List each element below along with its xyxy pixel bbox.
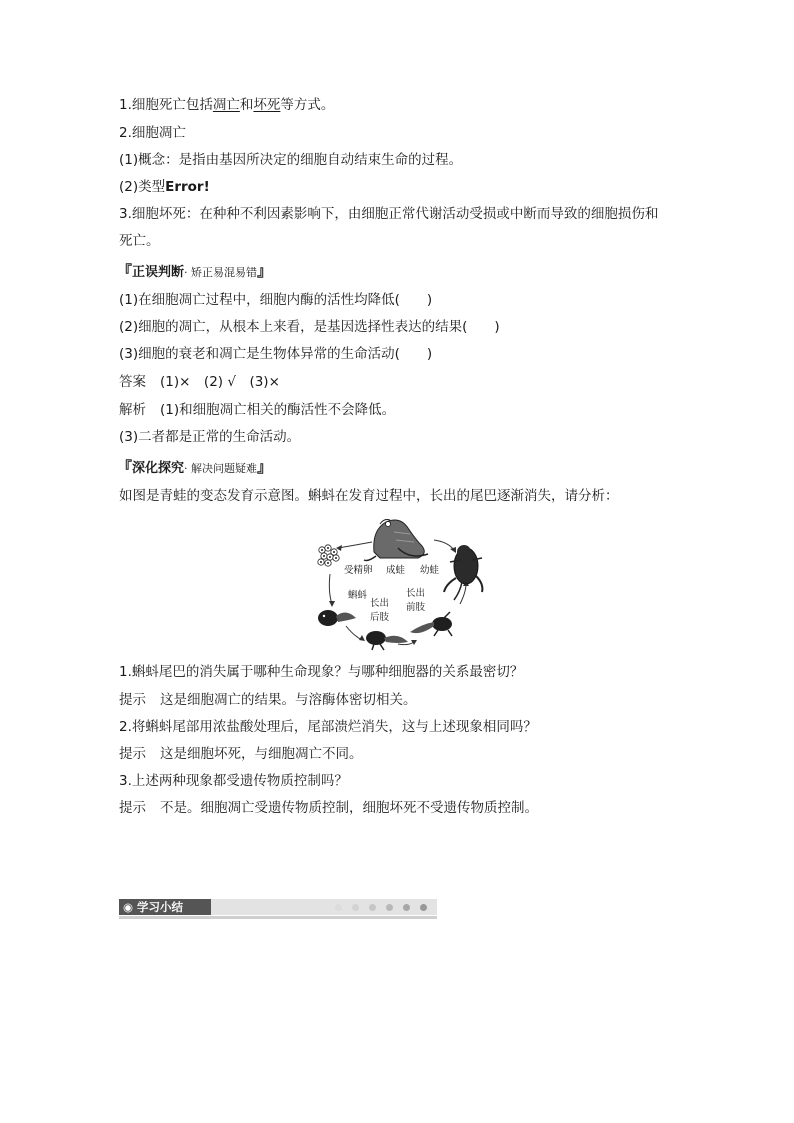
- necrosis-definition: 3.细胞坏死：在种种不利因素影响下，由细胞正常代谢活动受损或中断而导致的细胞损伤和: [119, 206, 659, 222]
- decor-dot: [335, 904, 342, 911]
- tip-label: 提示: [119, 692, 146, 708]
- judgment-q1: (1)在细胞凋亡过程中，细胞内酶的活性均降低( ): [119, 292, 433, 308]
- line-death-types: 1.细胞死亡包括凋亡和坏死等方式。: [119, 97, 335, 113]
- section-title: 正误判断: [132, 265, 185, 280]
- analysis-line-2: (3)二者都是正常的生命活动。: [119, 429, 301, 445]
- decor-dot: [369, 904, 376, 911]
- adult-frog-icon: [364, 520, 428, 561]
- explore-q2: 2.将蝌蚪尾部用浓盐酸处理后，尾部溃烂消失，这与上述现象相同吗？: [119, 719, 537, 735]
- frog-metamorphosis-diagram: [310, 512, 486, 652]
- explore-q1: 1.蝌蚪尾巴的消失属于哪种生命现象？与哪种细胞器的关系最密切？: [119, 664, 524, 680]
- tip-label: 提示: [119, 746, 146, 762]
- section-subtitle: · 解决问题疑难: [184, 462, 258, 475]
- study-summary-bar: [119, 897, 437, 921]
- decor-dot: [352, 904, 359, 911]
- answer-text: (1)× (2) √ (3)×: [160, 374, 280, 390]
- summary-title: ◉ 学习小结: [119, 899, 211, 915]
- section-subtitle: · 矫正易混易错: [184, 266, 258, 279]
- young-frog-icon: [444, 545, 482, 600]
- explore-intro: 如图是青蛙的变态发育示意图。蝌蚪在发育过程中，长出的尾巴逐渐消失，请分析：: [119, 488, 619, 504]
- label-egg: 受精卵: [344, 565, 373, 576]
- apoptosis-concept: (1)概念：是指由基因所决定的细胞自动结束生命的过程。: [119, 152, 463, 168]
- section-title: 深化探究: [132, 461, 185, 476]
- label-adult: 成蛙: [386, 565, 406, 576]
- explore-q3: 3.上述两种现象都受遗传物质控制吗？: [119, 773, 348, 789]
- apoptosis-types: (2)类型Error!: [119, 179, 210, 195]
- arrow-adult-to-egg: [338, 542, 372, 548]
- explore-a2: 提示 这是细胞坏死，与细胞凋亡不同。: [119, 746, 363, 762]
- label-forelimb-2: 前肢: [406, 602, 426, 613]
- tadpole-forelimbs-icon: [410, 612, 452, 636]
- explore-a3: 提示 不是。细胞凋亡受遗传物质控制，细胞坏死不受遗传物质控制。: [119, 800, 538, 816]
- arrow-egg-to-tadpole: [329, 574, 332, 604]
- label-forelimb-1: 长出: [406, 588, 426, 599]
- answer-line: [119, 373, 280, 391]
- judgment-q2: (2)细胞的凋亡，从根本上来看，是基因选择性表达的结果( ): [119, 319, 500, 335]
- section-header-judgment: 『正误判断· 矫正易混易错』: [117, 262, 273, 280]
- heading-apoptosis: 2.细胞凋亡: [119, 125, 186, 141]
- summary-underline: [119, 916, 437, 919]
- necrosis-definition-cont: 死亡。: [119, 233, 160, 249]
- analysis-line-1: 解析 (1)和细胞凋亡相关的酶活性不会降低。: [119, 402, 396, 418]
- section-header-explore: 『深化探究· 解决问题疑难』: [117, 458, 273, 476]
- term-apoptosis: 凋亡: [212, 97, 240, 113]
- error-text: Error!: [165, 179, 210, 195]
- tip-label: 提示: [119, 800, 146, 816]
- tadpole-hindlimbs-icon: [366, 631, 408, 650]
- decor-dot: [420, 904, 427, 911]
- label-hindlimb-1: 长出: [370, 598, 390, 609]
- answer-label: 答案: [119, 374, 146, 390]
- judgment-q3: (3)细胞的衰老和凋亡是生物体异常的生命活动( ): [119, 346, 433, 362]
- term-necrosis: 坏死: [253, 97, 281, 113]
- decor-dot: [403, 904, 410, 911]
- arrow-young-to-adult: [434, 540, 454, 550]
- label-hindlimb-2: 后肢: [370, 612, 390, 623]
- explore-a1: 提示 这是细胞凋亡的结果。与溶酶体密切相关。: [119, 692, 417, 708]
- label-young: 幼蛙: [420, 565, 440, 576]
- label-tadpole: 蝌蚪: [348, 590, 368, 601]
- tadpole-icon: [318, 610, 356, 626]
- decor-dot: [386, 904, 393, 911]
- analysis-label: 解析: [119, 402, 146, 418]
- arrow-tadpole-to-hind: [346, 626, 362, 640]
